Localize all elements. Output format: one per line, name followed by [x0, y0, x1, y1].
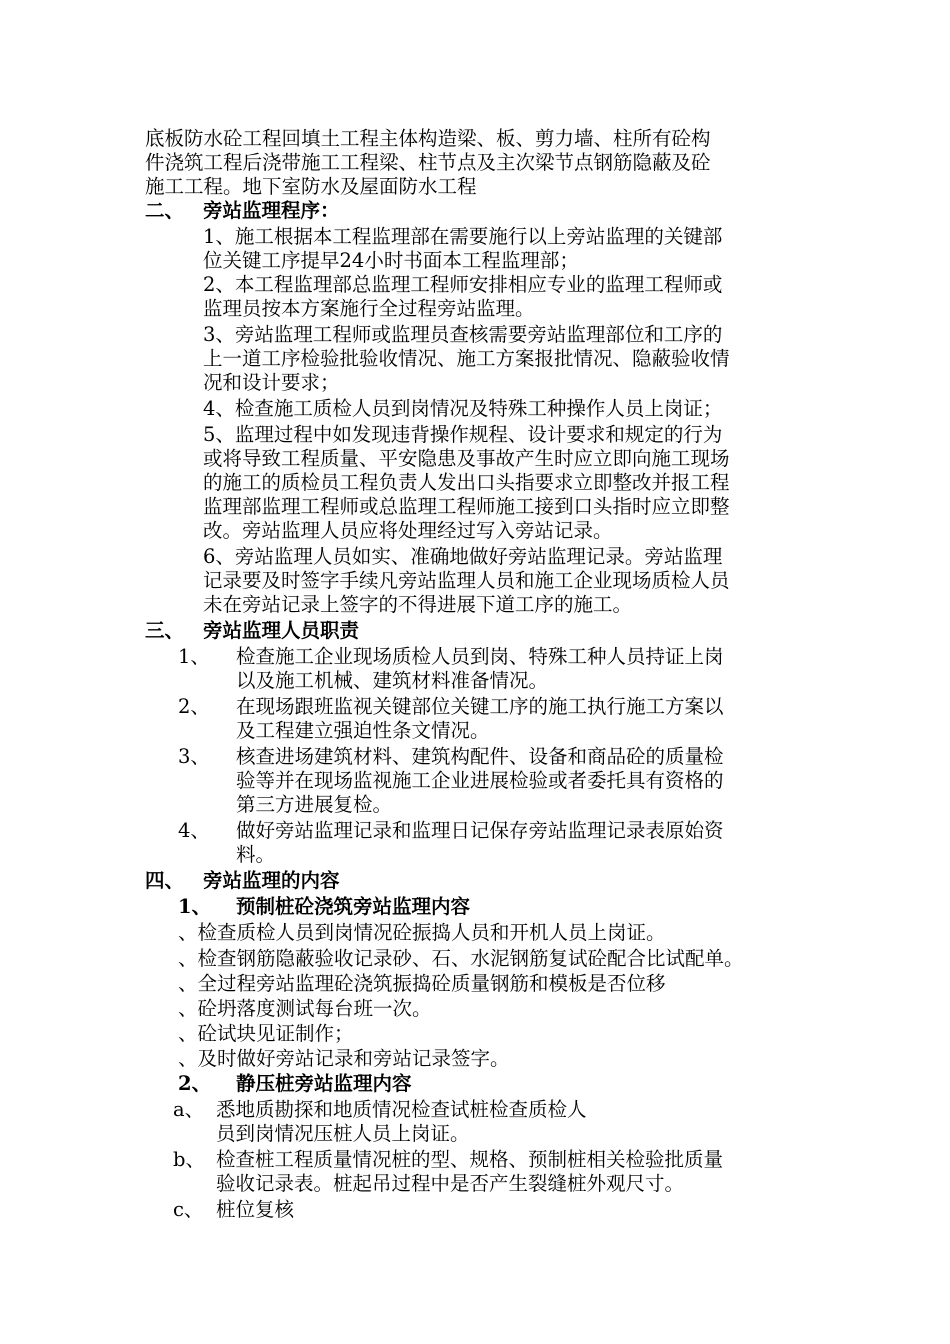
duty-line: 检查施工企业现场质检人员到岗、特殊工种人员持证上岗 [236, 645, 724, 668]
procedure-line: 1、施工根据本工程监理部在需要施行以上旁站监理的关键部 [203, 225, 723, 248]
content-line: 、砼坍落度测试每台班一次。 [178, 997, 432, 1020]
procedure-line: 4、检查施工质检人员到岗情况及特殊工种操作人员上岗证； [203, 397, 723, 420]
procedure-line: 或将导致工程质量、平安隐患及事故产生时应立即向施工现场 [203, 447, 730, 470]
section-number: 三、 [145, 619, 185, 642]
duty-line: 第三方进展复检。 [236, 793, 393, 816]
subsection-number: 1、 [178, 895, 212, 918]
content-line: 悉地质勘探和地质情况检查试桩检查质检人 [216, 1098, 587, 1121]
subsection-number: 2、 [178, 1072, 212, 1095]
duty-line: 验等并在现场监视施工企业进展检验或者委托具有资格的 [236, 769, 724, 792]
content-line: 、及时做好旁站记录和旁站记录签字。 [178, 1047, 510, 1070]
subsection-heading: 静压桩旁站监理内容 [236, 1072, 412, 1095]
content-line: 、全过程旁站监理砼浇筑振捣砼质量钢筋和模板是否位移 [178, 972, 666, 995]
procedure-line: 上一道工序检验批验收情况、施工方案报批情况、隐蔽验收情 [203, 347, 730, 370]
duty-line: 在现场跟班监视关键部位关键工序的施工执行施工方案以 [236, 695, 724, 718]
procedure-line: 记录要及时签字手续凡旁站监理人员和施工企业现场质检人员 [203, 569, 730, 592]
procedure-line: 的施工的质检员工程负责人发出口头指要求立即整改并报工程 [203, 471, 730, 494]
duty-line: 及工程建立强迫性条文情况。 [236, 719, 490, 742]
duty-line: 料。 [236, 843, 276, 866]
content-line: 桩位复核 [216, 1198, 295, 1221]
section-heading: 旁站监理程序： [203, 199, 340, 222]
procedure-line: 未在旁站记录上签字的不得进展下道工序的施工。 [203, 593, 633, 616]
procedure-line: 6、旁站监理人员如实、准确地做好旁站监理记录。旁站监理 [203, 545, 723, 568]
section-number: 二、 [145, 199, 185, 222]
procedure-line: 3、旁站监理工程师或监理员查核需要旁站监理部位和工序的 [203, 323, 723, 346]
section-heading: 旁站监理人员职责 [203, 619, 360, 642]
procedure-line: 5、监理过程中如发现违背操作规程、设计要求和规定的行为 [203, 423, 723, 446]
procedure-line: 监理员按本方案施行全过程旁站监理。 [203, 297, 535, 320]
duty-line: 以及施工机械、建筑材料准备情况。 [236, 669, 549, 692]
content-line: 、砼试块见证制作； [178, 1022, 354, 1045]
procedure-line: 况和设计要求； [203, 371, 340, 394]
content-line: 验收记录表。桩起吊过程中是否产生裂缝桩外观尺寸。 [216, 1172, 685, 1195]
list-item-label: a、 [173, 1098, 205, 1121]
content-line: 员到岗情况压桩人员上岗证。 [216, 1122, 470, 1145]
list-item-label: c、 [173, 1198, 204, 1221]
section-heading: 旁站监理的内容 [203, 869, 340, 892]
procedure-line: 位关键工序提早24小时书面本工程监理部； [203, 249, 579, 272]
intro-line: 施工工程。地下室防水及屋面防水工程 [145, 175, 477, 198]
list-item-number: 1、 [178, 645, 210, 668]
intro-line: 件浇筑工程后浇带施工工程梁、柱节点及主次梁节点钢筋隐蔽及砼 [145, 151, 711, 174]
procedure-line: 2、本工程监理部总监理工程师安排相应专业的监理工程师或 [203, 273, 723, 296]
list-item-number: 2、 [178, 695, 210, 718]
procedure-line: 改。旁站监理人员应将处理经过写入旁站记录。 [203, 519, 613, 542]
subsection-heading: 预制桩砼浇筑旁站监理内容 [236, 895, 471, 918]
procedure-line: 监理部监理工程师或总监理工程师施工接到口头指时应立即整 [203, 495, 730, 518]
list-item-number: 3、 [178, 745, 210, 768]
intro-line: 底板防水砼工程回填土工程主体构造梁、板、剪力墙、柱所有砼构 [145, 127, 711, 150]
content-line: 、检查质检人员到岗情况砼振捣人员和开机人员上岗证。 [178, 921, 666, 944]
section-number: 四、 [145, 869, 185, 892]
duty-line: 做好旁站监理记录和监理日记保存旁站监理记录表原始资 [236, 819, 724, 842]
content-line: 检查桩工程质量情况桩的型、规格、预制桩相关检验批质量 [216, 1148, 724, 1171]
list-item-label: b、 [173, 1148, 205, 1171]
list-item-number: 4、 [178, 819, 210, 842]
content-line: 、检查钢筋隐蔽验收记录砂、石、水泥钢筋复试砼配合比试配单。 [178, 947, 744, 970]
duty-line: 核查进场建筑材料、建筑构配件、设备和商品砼的质量检 [236, 745, 724, 768]
